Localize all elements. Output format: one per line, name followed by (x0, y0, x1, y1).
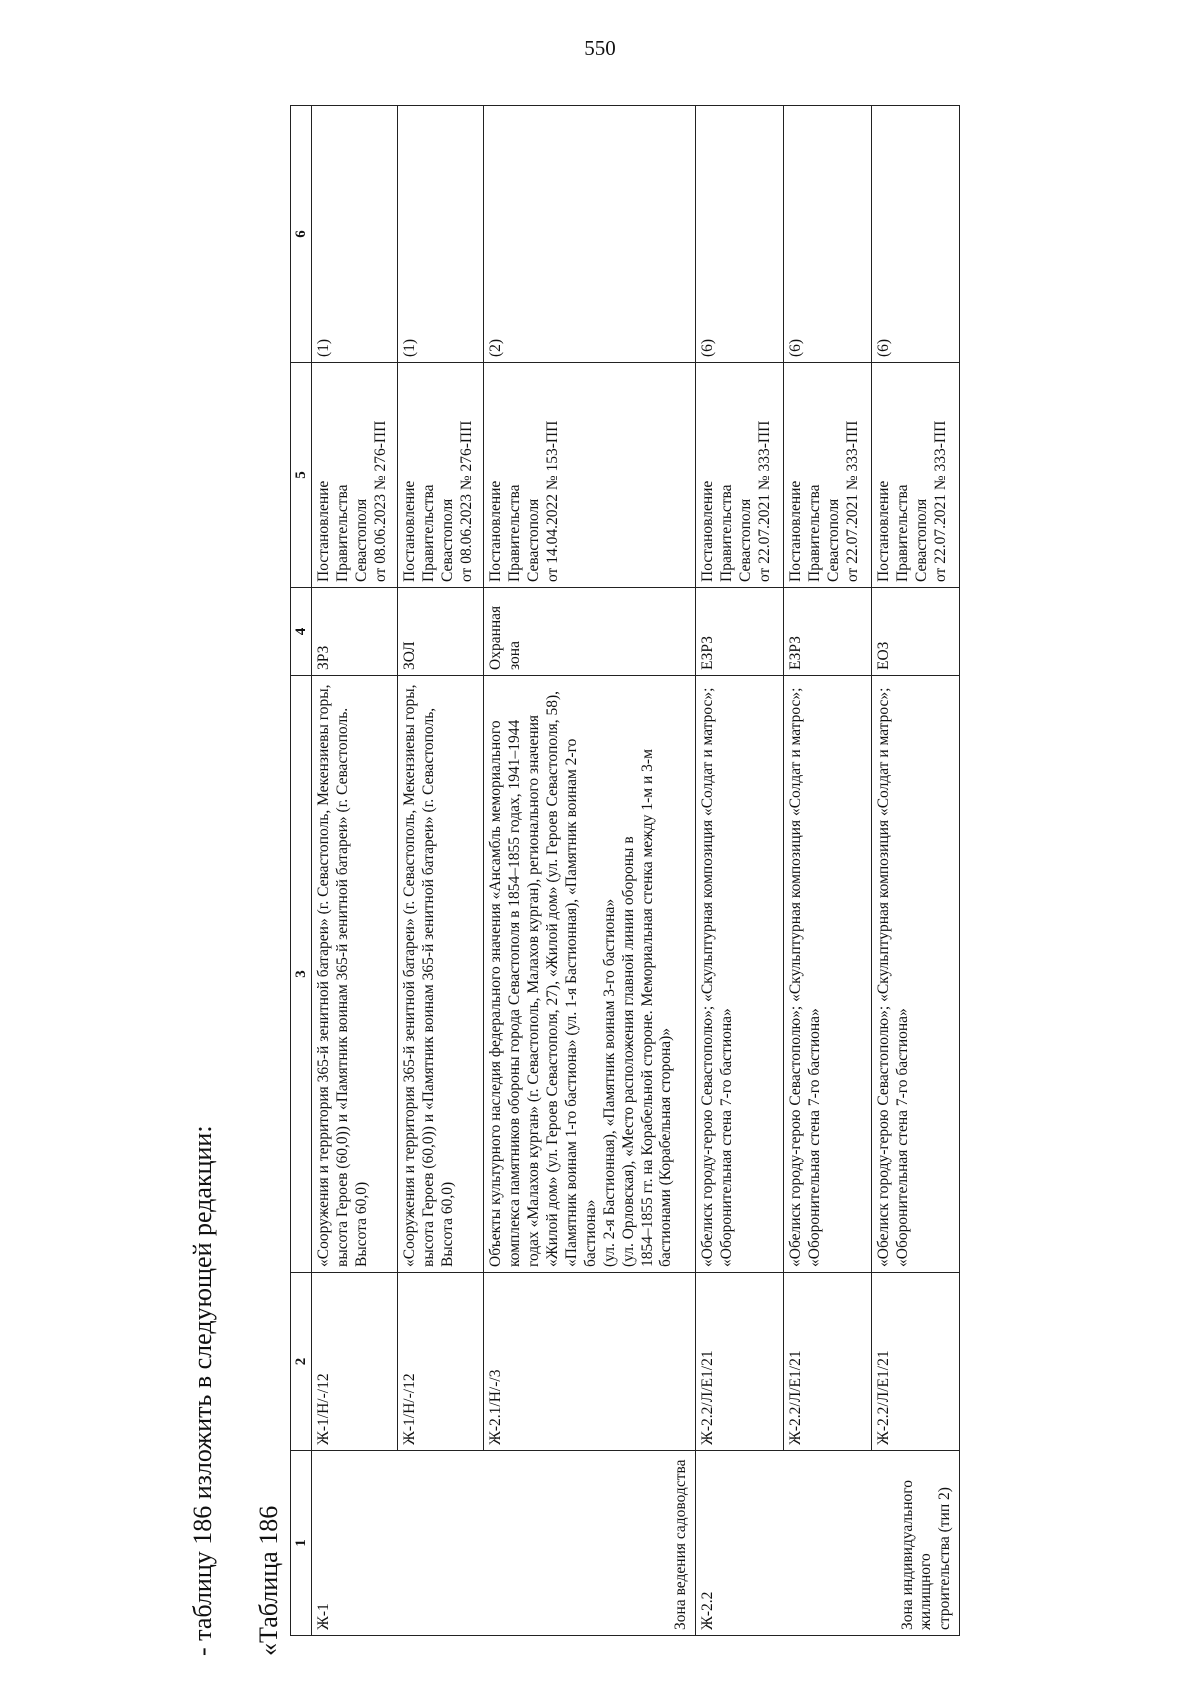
zone-type: ЗРЗ (312, 588, 398, 676)
table-header-row (291, 106, 312, 1636)
zone-type: ЕОЗ (872, 588, 960, 676)
note: (1) (312, 106, 398, 363)
intro-text: - таблицу 186 изложить в следующей редакции: (188, 1125, 217, 1656)
note: (2) (484, 106, 696, 363)
legal-document: Постановление Правительства Севастополя от 08.06.2023 № 276-ПП (398, 363, 484, 588)
object-description: «Обелиск городу-герою Севастополю»; «Скульптурная композиция «Солдат и матрос»; «Оборонительная стена 7-го бастиона» (872, 676, 960, 1273)
object-code: Ж-2.2/Л/Е1/21 (784, 1273, 872, 1451)
table-row (784, 106, 872, 1636)
table-caption: «Таблица 186 (254, 1505, 283, 1656)
rotated-content (170, 96, 1050, 1656)
object-description: «Обелиск городу-герою Севастополю»; «Скульптурная композиция «Солдат и матрос»; «Оборонительная стена 7-го бастиона» (696, 676, 784, 1273)
legal-document: Постановление Правительства Севастополя от 08.06.2023 № 276-ПП (312, 363, 398, 588)
table-row (872, 106, 960, 1636)
table-row (484, 106, 696, 1636)
note: (6) (696, 106, 784, 363)
zone-cell (696, 1451, 960, 1636)
note: (6) (872, 106, 960, 363)
object-code: Ж-2.1/Н/-/3 (484, 1273, 696, 1451)
zone-type: ЗОЛ (398, 588, 484, 676)
legal-document: Постановление Правительства Севастополя от 22.07.2021 № 333-ПП (696, 363, 784, 588)
object-description: Объекты культурного наследия федерального значения «Ансамбль мемориального комплекса памятников обороны города Севастополя в 1854–1855 годах, 1941–1944 годах «Малахов курган» (г. Севастополь, Малахов курган), регионального значения «Жилой дом» (ул. Героев Севастополя, 27), «Жилой дом» (ул. Героев Севастополя, 58), «Памятник воинам 1-го бастиона» (ул. 1-я Бастионная), «Памятник воинам 2-го бастиона» (ул. 2-я Бастионная), «Памятник воинам 3-го бастиона» (ул. Орловская), «Место расположения главной линии обороны в 1854–1855 гг. на Корабельной стороне. Мемориальная стенка между 1-м и 3-м бастионами (Корабельная сторона)» (484, 676, 696, 1273)
legal-document: Постановление Правительства Севастополя от 14.04.2022 № 153-ПП (484, 363, 696, 588)
note: (1) (398, 106, 484, 363)
table-row (398, 106, 484, 1636)
header-col-2: 2 (291, 1273, 312, 1451)
object-code: Ж-2.2/Л/Е1/21 (696, 1273, 784, 1451)
zone-type: ЕЗРЗ (784, 588, 872, 676)
object-description: «Обелиск городу-герою Севастополю»; «Скульптурная композиция «Солдат и матрос»; «Оборонительная стена 7-го бастиона» (784, 676, 872, 1273)
table-row (312, 106, 398, 1636)
header-col-5: 5 (291, 363, 312, 588)
header-col-4: 4 (291, 588, 312, 676)
zone-name: Зона индивидуального жилищного строительства (тип 2) (898, 1480, 954, 1630)
note: (6) (784, 106, 872, 363)
zone-type: ЕЗРЗ (696, 588, 784, 676)
header-col-6: 6 (291, 106, 312, 363)
object-description: «Сооружения и территория 365-й зенитной батареи» (г. Севастополь, Мекензиевы горы, высота Героев (60,0)) и «Памятник воинам 365-й зенитной батареи» (г. Севастополь. Высота 60,0) (312, 676, 398, 1273)
object-code: Ж-2.2/Л/Е1/21 (872, 1273, 960, 1451)
zone-name: Зона ведения садоводства (672, 1459, 690, 1630)
zone-type: Охранная зона (484, 588, 696, 676)
legal-document: Постановление Правительства Севастополя от 22.07.2021 № 333-ПП (872, 363, 960, 588)
zones-table (290, 105, 960, 1636)
header-col-3: 3 (291, 676, 312, 1273)
object-code: Ж-1/Н/-/12 (312, 1273, 398, 1451)
table-row (696, 106, 784, 1636)
zone-code: Ж-2.2 (699, 1591, 717, 1630)
object-description: «Сооружения и территория 365-й зенитной батареи» (г. Севастополь, Мекензиевы горы, высота Героев (60,0)) и «Памятник воинам 365-й зенитной батареи» (г. Севастополь, Высота 60,0) (398, 676, 484, 1273)
zone-cell (312, 1451, 696, 1636)
page-number: 550 (584, 36, 616, 60)
header-col-1: 1 (291, 1451, 312, 1636)
legal-document: Постановление Правительства Севастополя от 22.07.2021 № 333-ПП (784, 363, 872, 588)
zone-code: Ж-1 (315, 1603, 333, 1630)
object-code: Ж-1/Н/-/12 (398, 1273, 484, 1451)
